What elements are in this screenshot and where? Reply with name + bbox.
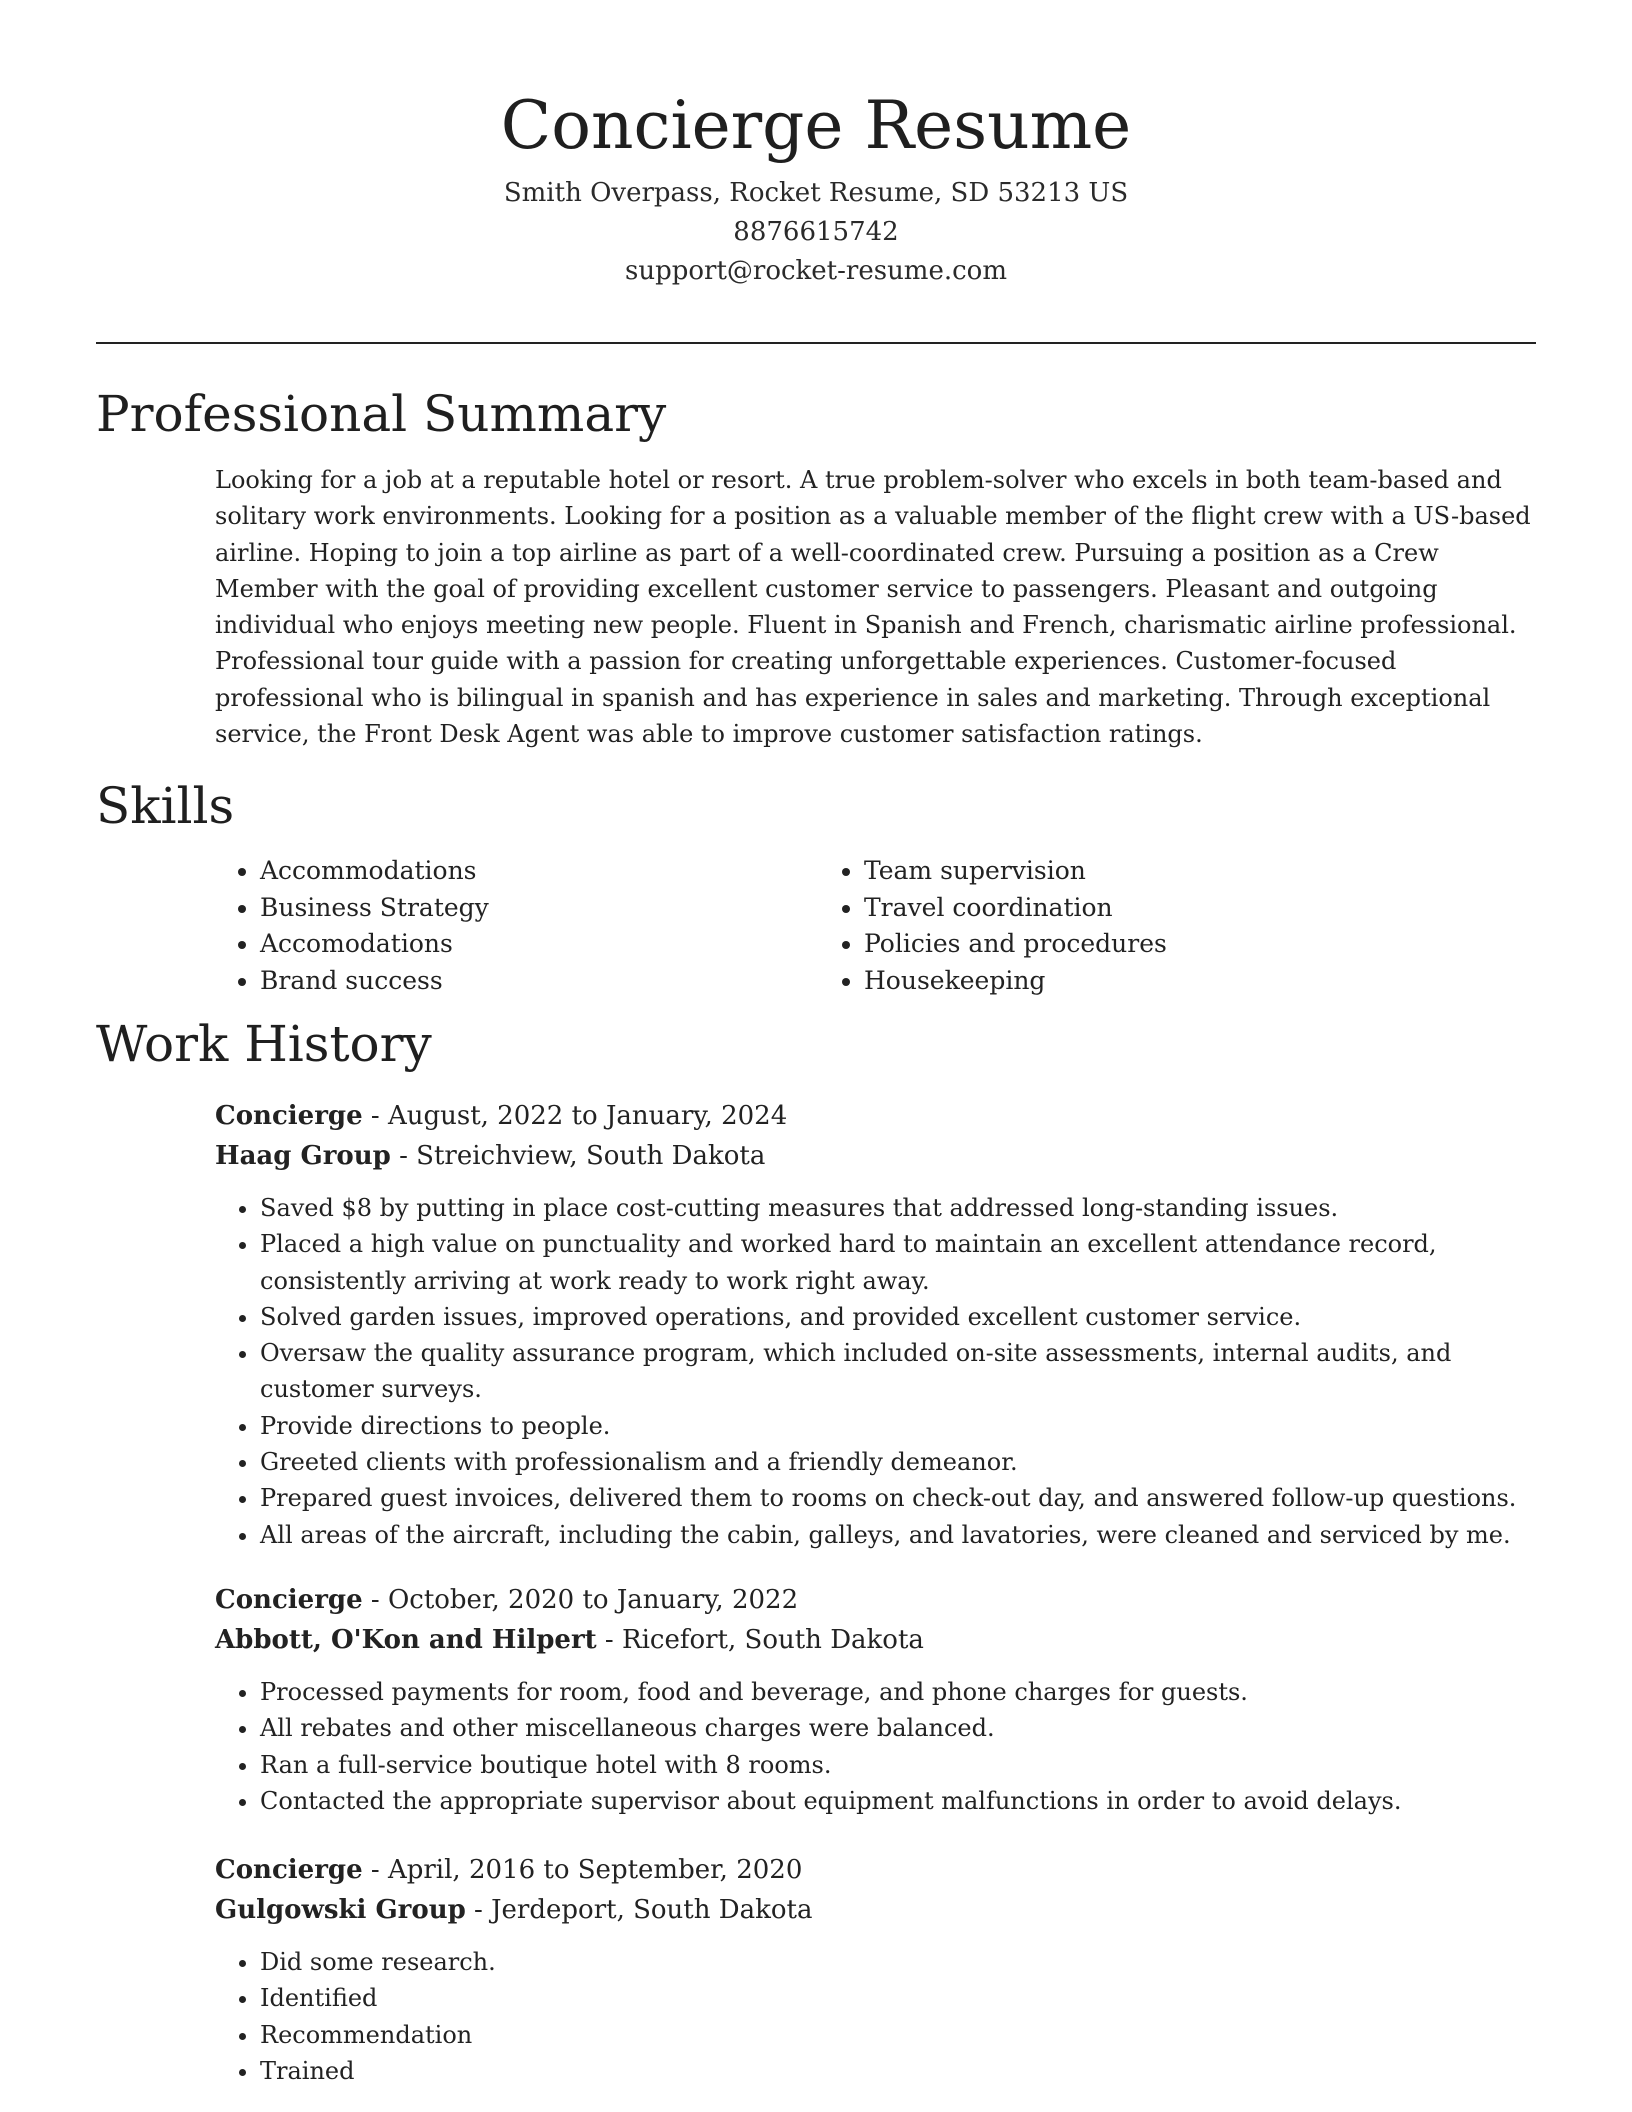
job-dates: August, 2022 to January, 2024 — [387, 1101, 788, 1131]
list-item: • Greeted clients with professionalism and a friendly demeanor. — [260, 1444, 1545, 1480]
contact-phone: 8876615742 — [733, 217, 899, 247]
job-entry — [215, 1096, 1545, 1553]
job-company: Haag Group — [215, 1141, 391, 1171]
contact-address: Smith Overpass, Rocket Resume, SD 53213 US — [503, 178, 1129, 208]
job-location: Streichview, South Dakota — [416, 1141, 766, 1171]
job-role: Concierge — [215, 1585, 363, 1615]
skill-item: • Team supervision — [864, 853, 1519, 890]
job-company: Gulgowski Group — [215, 1895, 466, 1925]
list-item: • Identified — [260, 1980, 1545, 2016]
skills-list — [215, 853, 1535, 999]
summary-heading: Professional Summary — [96, 385, 667, 443]
separator: - — [390, 1141, 417, 1171]
resume-header — [0, 78, 1632, 291]
list-item: • Ran a full-service boutique hotel with 8 rooms. — [260, 1747, 1545, 1783]
list-item: • Processed payments for room, food and beverage, and phone charges for guests. — [260, 1674, 1545, 1710]
list-item: • Trained — [260, 2053, 1545, 2089]
list-item: • All rebates and other miscellaneous charges were balanced. — [260, 1710, 1545, 1746]
list-item: • Saved $8 by putting in place cost-cutting measures that addressed long-standing issues. — [260, 1190, 1545, 1226]
job-location: Jerdeport, South Dakota — [491, 1895, 813, 1925]
job-role: Concierge — [215, 1101, 363, 1131]
list-item: • Provide directions to people. — [260, 1408, 1545, 1444]
skill-item: • Accommodations — [260, 853, 819, 890]
job-duties-list — [215, 1674, 1545, 1819]
skills-heading: Skills — [96, 777, 235, 835]
resume-title: Concierge Resume — [500, 87, 1132, 164]
separator: - — [362, 1101, 388, 1131]
work-history-heading: Work History — [96, 1015, 432, 1073]
list-item: • All areas of the aircraft, including the cabin, galleys, and lavatories, were cleaned and serviced by me. — [260, 1517, 1545, 1553]
job-company-line — [215, 1890, 1545, 1930]
skill-item: • Accomodations — [260, 926, 819, 963]
skill-item: • Policies and procedures — [864, 926, 1519, 963]
list-item: • Contacted the appropriate supervisor about equipment malfunctions in order to avoid delays. — [260, 1783, 1545, 1819]
separator: - — [596, 1625, 622, 1655]
contact-email: support@rocket-resume.com — [624, 256, 1007, 286]
job-duties-list — [215, 1944, 1545, 2089]
summary-text: Looking for a job at a reputable hotel or resort. A true problem-solver who excels in both team-based and solitary work environments. Looking for a position as a valuable member of the flight crew with a US-based airline. Hoping to join a top airline as part of a well-coordinated crew. Pursuing a position as a Crew Member with the goal of providing excellent customer service to passengers. Pleasant and outgoing individual who enjoys meeting new people. Fluent in Spanish and French, charismatic airline professional. Professional tour guide with a passion for creating unforgettable experiences. Customer-focused professional who is bilingual in spanish and has experience in sales and marketing. Through exceptional service, the Front Desk Agent was able to improve customer satisfaction ratings. — [215, 466, 1531, 749]
job-company-line — [215, 1620, 1545, 1660]
skill-item: • Travel coordination — [864, 890, 1519, 927]
separator: - — [465, 1895, 492, 1925]
skill-item: • Housekeeping — [864, 963, 1519, 1000]
separator: - — [362, 1855, 388, 1885]
list-item: • Did some research. — [260, 1944, 1545, 1980]
list-item: • Solved garden issues, improved operations, and provided excellent customer service. — [260, 1299, 1545, 1335]
job-duties-list — [215, 1190, 1545, 1553]
job-role: Concierge — [215, 1855, 363, 1885]
job-company-line — [215, 1136, 1545, 1176]
job-entry — [215, 1850, 1545, 2089]
job-title-line — [215, 1850, 1545, 1890]
job-dates: April, 2016 to September, 2020 — [387, 1855, 803, 1885]
skills-column-right — [819, 853, 1519, 999]
job-dates: October, 2020 to January, 2022 — [387, 1585, 799, 1615]
separator: - — [362, 1585, 388, 1615]
list-item: • Placed a high value on punctuality and worked hard to maintain an excellent attendance record, consistently arriving at work ready to work right away. — [260, 1226, 1545, 1299]
job-entry — [215, 1580, 1545, 1819]
list-item: • Prepared guest invoices, delivered them to rooms on check-out day, and answered follow-up questions. — [260, 1480, 1545, 1516]
list-item: • Oversaw the quality assurance program, which included on-site assessments, internal audits, and customer surveys. — [260, 1335, 1545, 1408]
job-title-line — [215, 1580, 1545, 1620]
skill-item: • Business Strategy — [260, 890, 819, 927]
job-location: Ricefort, South Dakota — [622, 1625, 924, 1655]
list-item: • Recommendation — [260, 2017, 1545, 2053]
job-company: Abbott, O'Kon and Hilpert — [215, 1625, 597, 1655]
job-title-line — [215, 1096, 1545, 1136]
skills-column-left — [215, 853, 819, 999]
skill-item: • Brand success — [260, 963, 819, 1000]
header-divider — [96, 342, 1536, 344]
